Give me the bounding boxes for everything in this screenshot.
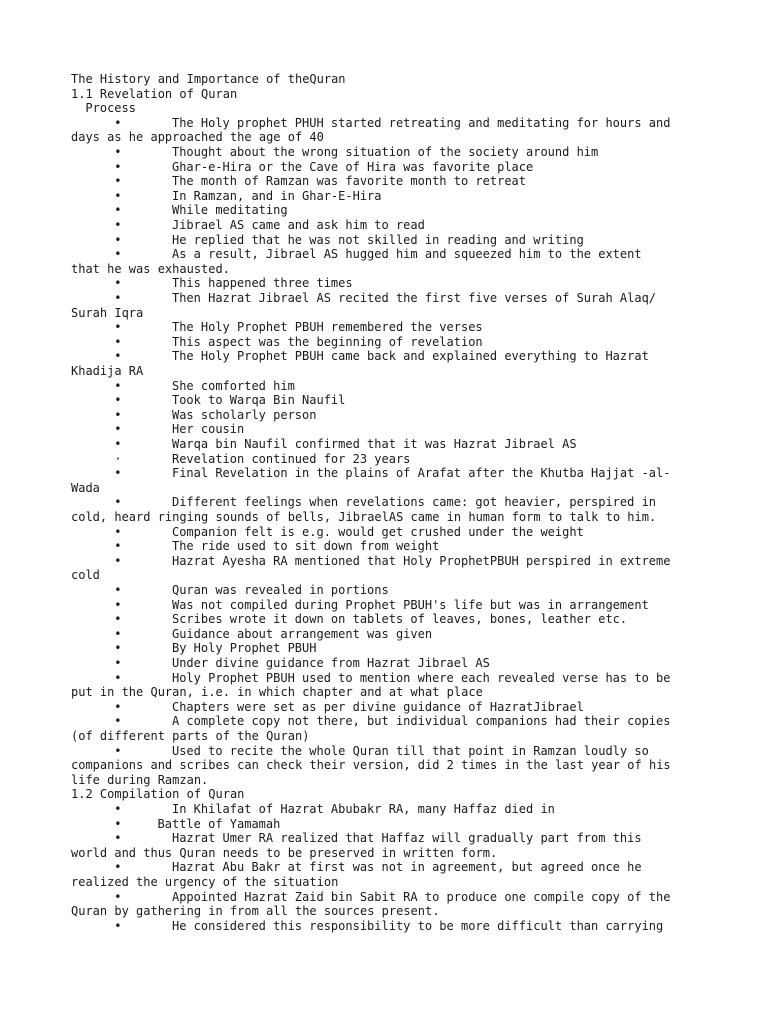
document-line: • Hazrat Umer RA realized that Haffaz will gradually part from this xyxy=(114,831,642,846)
document-line: • He considered this responsibility to be more difficult than carrying xyxy=(114,918,664,933)
document-line: • Different feelings when revelations came: got heavier, perspired in xyxy=(114,495,657,510)
document-line: • Quran was revealed in portions xyxy=(114,583,389,597)
document-line: • This happened three times xyxy=(114,276,353,291)
document-line: cold, heard ringing sounds of bells, JibraelAS came in human form to talk to him. xyxy=(71,510,657,524)
document-line: • As a result, Jibrael AS hugged him and squeezed him to the extent xyxy=(114,247,642,262)
document-line: Khadija RA xyxy=(71,364,144,378)
document-line: • In Ramzan, and in Ghar-E-Hira xyxy=(114,188,382,203)
document-line: • The month of Ramzan was favorite month to retreat xyxy=(114,174,526,189)
document-line: • In Khilafat of Hazrat Abubakr RA, many Haffaz died in xyxy=(114,802,555,816)
document-line: • Ghar-e-Hira or the Cave of Hira was favorite place xyxy=(114,159,534,174)
document-line: • Was scholarly person xyxy=(114,407,317,422)
document-line: • Thought about the wrong situation of the society around him xyxy=(114,145,599,159)
document-line: • Final Revelation in the plains of Arafat after the Khutba Hajjat -al- xyxy=(114,466,671,481)
document-line: • Was not compiled during Prophet PBUH's life but was in arrangement xyxy=(114,597,649,612)
document-line: companions and scribes can check their version, did 2 times in the last year of his xyxy=(71,758,671,773)
document-line: Surah Iqra xyxy=(71,305,144,320)
document-line: 1.1 Revelation of Quran xyxy=(71,86,238,101)
document-line: • Guidance about arrangement was given xyxy=(114,626,433,641)
document-line: • The Holy prophet PHUH started retreating and meditating for hours and xyxy=(114,115,671,130)
document-line: • Battle of Yamamah xyxy=(114,816,281,831)
document-line: • Warqa bin Naufil confirmed that it was Hazrat Jibrael AS xyxy=(114,437,577,451)
document-line: world and thus Quran needs to be preserved in written form. xyxy=(71,845,498,860)
document-line: • Holy Prophet PBUH used to mention where each revealed verse has to be xyxy=(114,670,671,685)
document-line: cold xyxy=(71,568,100,583)
document-line: • Hazrat Ayesha RA mentioned that Holy ProphetPBUH perspired in extreme xyxy=(114,553,671,568)
document-line: • The Holy Prophet PBUH came back and explained everything to Hazrat xyxy=(114,349,649,364)
document-line: life during Ramzan. xyxy=(71,772,209,787)
document-line: • Companion felt is e.g. would get crushed under the weight xyxy=(114,524,584,539)
document-line: • The ride used to sit down from weight xyxy=(114,539,440,554)
document-line: • The Holy Prophet PBUH remembered the verses xyxy=(114,320,483,335)
document-line: • Appointed Hazrat Zaid bin Sabit RA to produce one compile copy of the xyxy=(114,889,671,904)
document-line: • He replied that he was not skilled in reading and writing xyxy=(114,232,584,247)
document-line: Process xyxy=(85,101,136,116)
document-line: • A complete copy not there, but individual companions had their copies xyxy=(114,714,671,729)
document-line: Wada xyxy=(71,480,100,495)
document-line: • Used to recite the whole Quran till that point in Ramzan loudly so xyxy=(114,743,649,758)
document-line: The History and Importance of theQuran xyxy=(71,72,346,86)
document-line: put in the Quran, i.e. in which chapter and at what place xyxy=(71,685,483,700)
document-line: · Revelation continued for 23 years xyxy=(114,451,411,466)
document-line: • Took to Warqa Bin Naufil xyxy=(114,393,346,408)
document-line: • Under divine guidance from Hazrat Jibrael AS xyxy=(114,656,490,670)
document-line: (of different parts of the Quran) xyxy=(71,729,310,743)
document-line: days as he approached the age of 40 xyxy=(71,130,324,145)
document-line: • Her cousin xyxy=(114,422,245,437)
document-line: • Scribes wrote it down on tablets of leaves, bones, leather etc. xyxy=(114,612,628,627)
document-line: realized the urgency of the situation xyxy=(71,875,339,889)
document-line: • While meditating xyxy=(114,203,288,218)
document-line: that he was exhausted. xyxy=(71,261,230,276)
document-line: • Then Hazrat Jibrael AS recited the first five verses of Surah Alaq/ xyxy=(114,291,657,305)
document-line: • She comforted him xyxy=(114,378,295,393)
document-line: 1.2 Compilation of Quran xyxy=(71,787,245,802)
document-line: • Jibrael AS came and ask him to read xyxy=(114,218,425,232)
document-line: Quran by gathering in from all the sources present. xyxy=(71,904,440,919)
document-line: • Hazrat Abu Bakr at first was not in agreement, but agreed once he xyxy=(114,860,642,875)
document-line: • By Holy Prophet PBUH xyxy=(114,641,317,656)
document-line: • Chapters were set as per divine guidance of HazratJibrael xyxy=(114,699,584,714)
document-line: • This aspect was the beginning of revelation xyxy=(114,334,483,349)
